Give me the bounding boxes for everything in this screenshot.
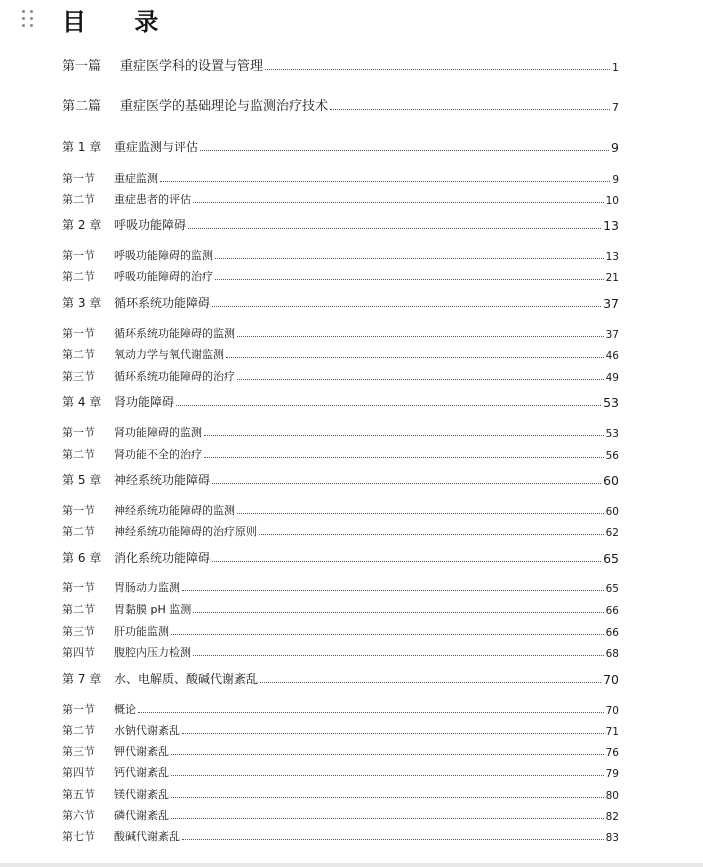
toc-entry-number: 第 1 章 bbox=[62, 140, 102, 154]
toc-entry-section[interactable] bbox=[62, 828, 619, 844]
toc-leader-dots bbox=[188, 228, 601, 229]
toc-entry-title: 钾代谢紊乱 bbox=[114, 745, 169, 758]
toc-entry-part[interactable] bbox=[62, 96, 619, 114]
toc-entry-section[interactable] bbox=[62, 579, 619, 595]
toc-entry-page: 65 bbox=[605, 583, 619, 595]
toc-entry-number: 第二节 bbox=[62, 724, 95, 737]
toc-entry-title: 呼吸功能障碍的监测 bbox=[114, 249, 213, 262]
toc-entry-page: 13 bbox=[603, 218, 619, 233]
toc-entry-page: 62 bbox=[605, 527, 619, 539]
toc-entry-chapter[interactable] bbox=[62, 215, 619, 233]
toc-entry-page: 37 bbox=[603, 296, 619, 311]
drag-handle-icon[interactable] bbox=[22, 10, 36, 28]
toc-entry-label bbox=[62, 368, 235, 384]
toc-entry-number: 第二节 bbox=[62, 270, 95, 283]
toc-entry-chapter[interactable] bbox=[62, 392, 619, 410]
toc-entry-title: 胃肠动力监测 bbox=[114, 581, 180, 594]
toc-entry-page: 37 bbox=[605, 329, 619, 341]
grip-dot bbox=[30, 10, 33, 13]
toc-entry-label bbox=[62, 786, 169, 802]
toc-leader-dots bbox=[237, 513, 604, 514]
toc-entry-section[interactable] bbox=[62, 368, 619, 384]
toc-leader-dots bbox=[212, 561, 601, 562]
toc-leader-dots bbox=[204, 457, 604, 458]
toc-entry-label bbox=[62, 170, 158, 186]
toc-entry-label bbox=[62, 55, 263, 74]
toc-entry-page: 79 bbox=[605, 768, 619, 780]
toc-entry-label bbox=[62, 579, 180, 595]
toc-entry-page: 21 bbox=[605, 272, 619, 284]
toc-entry-page: 13 bbox=[605, 251, 619, 263]
toc-entry-page: 53 bbox=[605, 428, 619, 440]
toc-entry-label bbox=[62, 623, 169, 639]
toc-leader-dots bbox=[171, 634, 604, 635]
toc-entry-section[interactable] bbox=[62, 170, 619, 186]
toc-entry-label bbox=[62, 268, 213, 284]
toc-entry-number: 第一节 bbox=[62, 249, 95, 262]
toc-entry-page: 60 bbox=[605, 506, 619, 518]
toc-leader-dots bbox=[226, 357, 604, 358]
toc-entry-number: 第二节 bbox=[62, 603, 95, 616]
toc-leader-dots bbox=[212, 483, 601, 484]
toc-leader-dots bbox=[171, 818, 604, 819]
toc-entry-number: 第一节 bbox=[62, 703, 95, 716]
toc-entry-number: 第一节 bbox=[62, 504, 95, 517]
toc-entry-number: 第七节 bbox=[62, 830, 95, 843]
toc-entry-page: 49 bbox=[605, 372, 619, 384]
toc-leader-dots bbox=[215, 279, 604, 280]
toc-entry-title: 循环系统功能障碍的治疗 bbox=[114, 370, 235, 383]
toc-leader-dots bbox=[212, 306, 601, 307]
toc-entry-title: 神经系统功能障碍的治疗原则 bbox=[114, 525, 257, 538]
toc-entry-number: 第 4 章 bbox=[62, 395, 102, 409]
page-title: 目 录 bbox=[62, 8, 179, 36]
toc-entry-title: 水钠代谢紊乱 bbox=[114, 724, 180, 737]
toc-entry-page: 46 bbox=[605, 350, 619, 362]
toc-entry-number: 第四节 bbox=[62, 646, 95, 659]
toc-entry-page: 56 bbox=[605, 450, 619, 462]
toc-entry-number: 第二节 bbox=[62, 348, 95, 361]
toc-entry-page: 82 bbox=[605, 811, 619, 823]
toc-entry-title: 概论 bbox=[114, 703, 136, 716]
toc-entry-label bbox=[62, 828, 180, 844]
toc-entry-title: 重症医学科的设置与管理 bbox=[120, 59, 264, 74]
toc-entry-number: 第一节 bbox=[62, 327, 95, 340]
toc-leader-dots bbox=[193, 202, 604, 203]
toc-entry-number: 第一节 bbox=[62, 172, 95, 185]
toc-entry-number: 第三节 bbox=[62, 370, 95, 383]
toc-leader-dots bbox=[200, 150, 609, 151]
toc-entry-page: 66 bbox=[605, 605, 619, 617]
toc-leader-dots bbox=[171, 797, 604, 798]
toc-leader-dots bbox=[237, 336, 604, 337]
toc-entry-title: 钙代谢紊乱 bbox=[114, 766, 169, 779]
toc-entry-label bbox=[62, 216, 186, 233]
toc-entry-number: 第六节 bbox=[62, 809, 95, 822]
toc-entry-page: 68 bbox=[605, 648, 619, 660]
toc-entry-title: 循环系统功能障碍的监测 bbox=[114, 327, 235, 340]
toc-entry-section[interactable] bbox=[62, 764, 619, 780]
toc-entry-title: 肾功能障碍的监测 bbox=[114, 426, 202, 439]
toc-entry-title: 肾功能不全的治疗 bbox=[114, 448, 202, 461]
toc-entry-page: 70 bbox=[603, 672, 619, 687]
toc-entry-page: 60 bbox=[603, 473, 619, 488]
toc-entry-label bbox=[62, 191, 191, 207]
toc-entry-label bbox=[62, 722, 180, 738]
toc-entry-number: 第 5 章 bbox=[62, 473, 102, 487]
toc-entry-label bbox=[62, 294, 210, 311]
toc-entry-title: 循环系统功能障碍 bbox=[114, 296, 211, 310]
toc-entry-page: 9 bbox=[611, 140, 619, 155]
toc-entry-title: 重症医学的基础理论与监测治疗技术 bbox=[120, 99, 329, 114]
page-bottom-divider bbox=[0, 863, 703, 867]
toc-leader-dots bbox=[260, 682, 601, 683]
toc-entry-label bbox=[62, 95, 328, 114]
toc-entry-title: 呼吸功能障碍的治疗 bbox=[114, 270, 213, 283]
toc-entry-page: 10 bbox=[605, 195, 619, 207]
toc-entry-title: 水、电解质、酸碱代谢紊乱 bbox=[114, 672, 259, 686]
toc-entry-title: 重症患者的评估 bbox=[114, 193, 191, 206]
toc-entry-section[interactable] bbox=[62, 191, 619, 207]
toc-leader-dots bbox=[237, 379, 604, 380]
toc-entry-section[interactable] bbox=[62, 446, 619, 462]
toc-leader-dots bbox=[182, 733, 604, 734]
toc-entry-title: 重症监测与评估 bbox=[114, 140, 199, 154]
toc-entry-title: 胃黏膜 pH 监测 bbox=[114, 603, 192, 616]
toc-entry-label bbox=[62, 701, 136, 717]
toc-entry-page: 83 bbox=[605, 832, 619, 844]
toc-entry-section[interactable] bbox=[62, 701, 619, 717]
toc-entry-page: 65 bbox=[603, 551, 619, 566]
toc-leader-dots bbox=[160, 181, 610, 182]
toc-entry-number: 第五节 bbox=[62, 788, 95, 801]
toc-leader-dots bbox=[171, 754, 604, 755]
toc-entry-label bbox=[62, 424, 202, 440]
toc-entry-chapter[interactable] bbox=[62, 293, 619, 311]
toc-entry-label bbox=[62, 549, 210, 566]
toc-entry-section[interactable] bbox=[62, 644, 619, 660]
toc-entry-chapter[interactable] bbox=[62, 137, 619, 155]
grip-dot bbox=[22, 10, 25, 13]
toc-entry-section[interactable] bbox=[62, 268, 619, 284]
toc-entry-label bbox=[62, 523, 257, 539]
toc-entry-number: 第一篇 bbox=[62, 59, 102, 74]
toc-leader-dots bbox=[193, 612, 603, 613]
toc-entry-number: 第二节 bbox=[62, 525, 95, 538]
toc-entry-section[interactable] bbox=[62, 502, 619, 518]
toc-entry-section[interactable] bbox=[62, 247, 619, 263]
grip-dot bbox=[30, 24, 33, 27]
toc-entry-section[interactable] bbox=[62, 743, 619, 759]
toc-entry-page: 66 bbox=[605, 627, 619, 639]
toc-entry-label bbox=[62, 670, 258, 687]
toc-entry-title: 神经系统功能障碍 bbox=[114, 473, 211, 487]
toc-entry-page: 1 bbox=[612, 61, 619, 74]
toc-leader-dots bbox=[193, 655, 604, 656]
toc-entry-number: 第 3 章 bbox=[62, 296, 102, 310]
toc-entry-number: 第四节 bbox=[62, 766, 95, 779]
toc-entry-title: 肾功能障碍 bbox=[114, 395, 175, 409]
toc-entry-number: 第一节 bbox=[62, 426, 95, 439]
toc-entry-section[interactable] bbox=[62, 786, 619, 802]
toc-entry-label bbox=[62, 325, 235, 341]
toc-leader-dots bbox=[265, 69, 610, 70]
toc-leader-dots bbox=[171, 775, 604, 776]
toc-entry-label bbox=[62, 346, 224, 362]
toc-entry-section[interactable] bbox=[62, 722, 619, 738]
toc-entry-label bbox=[62, 601, 191, 617]
toc-entry-section[interactable] bbox=[62, 424, 619, 440]
toc-entry-number: 第 6 章 bbox=[62, 551, 102, 565]
toc-entry-chapter[interactable] bbox=[62, 470, 619, 488]
toc-entry-title: 肝功能监测 bbox=[114, 625, 169, 638]
grip-dot bbox=[22, 24, 25, 27]
toc-entry-section[interactable] bbox=[62, 346, 619, 362]
toc-leader-dots bbox=[259, 534, 604, 535]
toc-entry-number: 第一节 bbox=[62, 581, 95, 594]
toc-entry-page: 7 bbox=[612, 101, 619, 114]
toc-leader-dots bbox=[182, 590, 604, 591]
toc-entry-chapter[interactable] bbox=[62, 669, 619, 687]
toc-entry-label bbox=[62, 138, 198, 155]
toc-entry-section[interactable] bbox=[62, 807, 619, 823]
toc-entry-title: 氧动力学与氧代谢监测 bbox=[114, 348, 224, 361]
toc-leader-dots bbox=[204, 435, 604, 436]
toc-entry-number: 第 2 章 bbox=[62, 218, 102, 232]
toc-entry-title: 呼吸功能障碍 bbox=[114, 218, 187, 232]
toc-entry-section[interactable] bbox=[62, 601, 619, 617]
toc-entry-label bbox=[62, 644, 191, 660]
toc-entry-number: 第二篇 bbox=[62, 99, 102, 114]
toc-entry-number: 第三节 bbox=[62, 625, 95, 638]
toc-entry-number: 第二节 bbox=[62, 448, 95, 461]
toc-entry-title: 消化系统功能障碍 bbox=[114, 551, 211, 565]
toc-entry-page: 53 bbox=[603, 395, 619, 410]
toc-entry-number: 第 7 章 bbox=[62, 672, 102, 686]
toc-entry-number: 第三节 bbox=[62, 745, 95, 758]
grip-dot bbox=[22, 17, 25, 20]
grip-dot bbox=[30, 17, 33, 20]
toc-entry-title: 镁代谢紊乱 bbox=[114, 788, 169, 801]
toc-entry-label bbox=[62, 764, 169, 780]
toc-entry-title: 神经系统功能障碍的监测 bbox=[114, 504, 235, 517]
toc-entry-section[interactable] bbox=[62, 623, 619, 639]
toc-leader-dots bbox=[138, 712, 604, 713]
toc-entry-title: 重症监测 bbox=[114, 172, 158, 185]
toc-entry-section[interactable] bbox=[62, 325, 619, 341]
toc-entry-label bbox=[62, 807, 169, 823]
toc-entry-label bbox=[62, 502, 235, 518]
toc-entry-label bbox=[62, 393, 174, 410]
toc-entry-page: 9 bbox=[612, 174, 619, 186]
toc-entry-title: 磷代谢紊乱 bbox=[114, 809, 169, 822]
toc-entry-label bbox=[62, 471, 210, 488]
toc-entry-section[interactable] bbox=[62, 523, 619, 539]
toc-entry-page: 70 bbox=[605, 705, 619, 717]
toc-entry-label bbox=[62, 247, 213, 263]
toc-entry-label bbox=[62, 446, 202, 462]
toc-entry-number: 第二节 bbox=[62, 193, 95, 206]
toc-leader-dots bbox=[176, 405, 601, 406]
toc-entry-page: 71 bbox=[605, 726, 619, 738]
toc-entry-page: 80 bbox=[605, 790, 619, 802]
toc-leader-dots bbox=[330, 109, 610, 110]
toc-leader-dots bbox=[215, 258, 604, 259]
toc-entry-label bbox=[62, 743, 169, 759]
toc-entry-title: 酸碱代谢紊乱 bbox=[114, 830, 180, 843]
toc-entry-page: 76 bbox=[605, 747, 619, 759]
toc-leader-dots bbox=[182, 839, 604, 840]
toc-entry-chapter[interactable] bbox=[62, 548, 619, 566]
toc-entry-title: 腹腔内压力检测 bbox=[114, 646, 191, 659]
toc-entry-part[interactable] bbox=[62, 56, 619, 74]
